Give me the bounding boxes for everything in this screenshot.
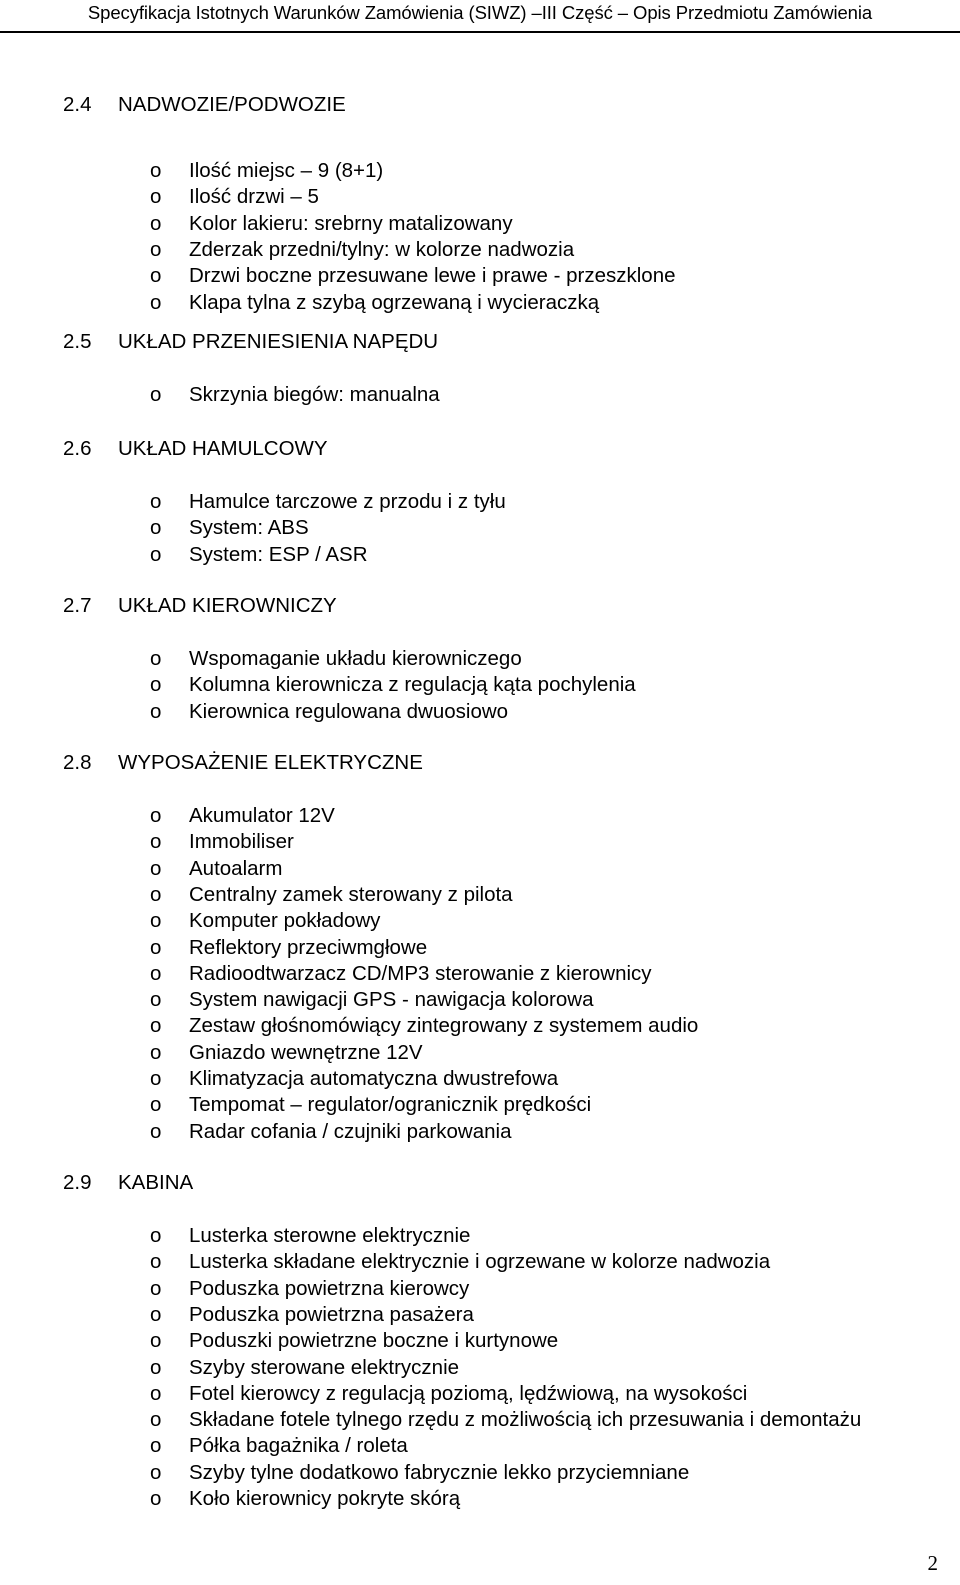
list-item-text: Ilość miejsc – 9 (8+1) — [189, 159, 384, 182]
list-item — [150, 489, 506, 515]
section-number: 2.9 — [63, 1171, 92, 1194]
bullet-marker: o — [150, 1329, 162, 1353]
list-item-text: Kolumna kierownicza z regulacją kąta pochylenia — [189, 673, 636, 697]
section-heading — [63, 1170, 193, 1196]
section-number: 2.8 — [63, 751, 92, 774]
list-item-text: System: ESP / ASR — [189, 542, 368, 566]
bullet-marker: o — [150, 856, 162, 880]
list-item-text: Autoalarm — [189, 856, 283, 880]
section-heading — [63, 750, 423, 776]
list-item-text: Immobiliser — [189, 830, 294, 854]
list-item-text: Klapa tylna z szybą ogrzewaną i wycieraczką — [189, 290, 600, 314]
list-item-text: Poduszka powietrzna pasażera — [189, 1302, 474, 1326]
section-title: WYPOSAŻENIE ELEKTRYCZNE — [118, 751, 423, 774]
bullet-marker: o — [150, 1119, 162, 1143]
list-item — [150, 263, 676, 289]
section-heading — [63, 329, 438, 355]
section-title: NADWOZIE/PODWOZIE — [118, 93, 346, 116]
bullet-marker: o — [150, 673, 162, 697]
list-item — [150, 184, 319, 210]
bullet-marker: o — [150, 1067, 162, 1090]
list-item — [150, 1092, 591, 1118]
list-item-text: Fotel kierowcy z regulacją poziomą, lędźwiową, na wysokości — [189, 1381, 748, 1405]
list-item — [150, 211, 513, 237]
list-item — [150, 1040, 423, 1066]
list-item-text: Poduszki powietrzne boczne i kurtynowe — [189, 1329, 559, 1353]
running-header-title: Specyfikacja Istotnych Warunków Zamówienia (SIWZ) –III Część – Opis Przedmiotu Zamówienia — [87, 2, 873, 23]
page-number: 2 — [927, 1551, 938, 1575]
bullet-marker: o — [150, 1040, 162, 1064]
list-item — [150, 158, 383, 184]
section-title: KABINA — [118, 1171, 194, 1194]
running-header — [0, 0, 960, 33]
list-item-text: Koło kierownicy pokryte skórą — [189, 1487, 461, 1510]
list-item — [150, 908, 380, 934]
list-item-text: Akumulator 12V — [189, 804, 335, 827]
list-item-text: System nawigacji GPS - nawigacja kolorowa — [189, 988, 594, 1012]
list-item — [150, 1433, 408, 1459]
list-item — [150, 935, 427, 961]
list-item-text: Zestaw głośnomówiący zintegrowany z systemem audio — [189, 1014, 699, 1038]
list-item-text: Zderzak przedni/tylny: w kolorze nadwozia — [189, 237, 575, 261]
bullet-marker: o — [150, 909, 162, 933]
list-item-text: Drzwi boczne przesuwane lewe i prawe - przeszklone — [189, 264, 676, 288]
list-item-text: Ilość drzwi – 5 — [189, 185, 319, 209]
bullet-marker: o — [150, 1276, 162, 1300]
section-number: 2.4 — [63, 93, 92, 116]
bullet-marker: o — [150, 542, 162, 566]
list-item — [150, 856, 282, 882]
bullet-marker: o — [150, 988, 162, 1012]
list-item — [150, 987, 593, 1013]
list-item — [150, 1355, 459, 1381]
list-item-text: Tempomat – regulator/ogranicznik prędkości — [189, 1093, 592, 1117]
list-item-text: System: ABS — [189, 516, 309, 540]
list-item — [150, 1013, 698, 1039]
bullet-marker: o — [150, 1434, 162, 1458]
list-item-text: Kierownica regulowana dwuosiowo — [189, 699, 509, 723]
section-number: 2.6 — [63, 437, 92, 460]
list-item — [150, 882, 513, 908]
list-item-text: Poduszka powietrzna kierowcy — [189, 1276, 470, 1300]
bullet-marker: o — [150, 211, 162, 235]
bullet-marker: o — [150, 237, 162, 261]
list-item — [150, 1249, 770, 1275]
bullet-marker: o — [150, 1224, 162, 1247]
list-item-text: Radioodtwarzacz CD/MP3 sterowanie z kierownicy — [189, 961, 652, 985]
list-item — [150, 1460, 689, 1486]
bullet-marker: o — [150, 699, 162, 723]
bullet-marker: o — [150, 1487, 162, 1510]
list-item — [150, 1381, 747, 1407]
bullet-marker: o — [150, 1460, 162, 1484]
list-item — [150, 1223, 470, 1249]
list-item — [150, 829, 294, 855]
list-item — [150, 699, 508, 725]
list-item-text: Składane fotele tylnego rzędu z możliwością ich przesuwania i demontażu — [189, 1408, 862, 1432]
bullet-marker: o — [150, 1302, 162, 1326]
list-item-text: Centralny zamek sterowany z pilota — [189, 882, 513, 906]
bullet-marker: o — [150, 383, 162, 406]
bullet-marker: o — [150, 1408, 162, 1432]
list-item — [150, 1276, 469, 1302]
list-item — [150, 803, 335, 829]
section-title: UKŁAD KIEROWNICZY — [118, 594, 337, 617]
list-item — [150, 672, 636, 698]
bullet-marker: o — [150, 647, 162, 670]
list-item-text: Kolor lakieru: srebrny matalizowany — [189, 211, 513, 235]
bullet-marker: o — [150, 159, 162, 182]
section-title: UKŁAD HAMULCOWY — [118, 437, 328, 460]
section-heading — [63, 92, 346, 118]
list-item — [150, 382, 440, 408]
list-item — [150, 1119, 511, 1145]
list-item — [150, 1066, 558, 1092]
list-item — [150, 1302, 474, 1328]
section-heading — [63, 593, 337, 619]
list-item-text: Hamulce tarczowe z przodu i z tyłu — [189, 490, 506, 513]
list-item — [150, 646, 522, 672]
list-item — [150, 1328, 558, 1354]
list-item — [150, 542, 368, 568]
bullet-marker: o — [150, 1355, 162, 1379]
list-item-text: Szyby tylne dodatkowo fabrycznie lekko przyciemniane — [189, 1460, 690, 1484]
bullet-marker: o — [150, 1381, 162, 1405]
section-title: UKŁAD PRZENIESIENIA NAPĘDU — [118, 330, 439, 353]
bullet-marker: o — [150, 882, 162, 906]
bullet-marker: o — [150, 290, 162, 314]
bullet-marker: o — [150, 961, 162, 985]
list-item — [150, 1407, 861, 1433]
list-item-text: Gniazdo wewnętrzne 12V — [189, 1040, 423, 1064]
list-item-text: Lusterka składane elektrycznie i ogrzewane w kolorze nadwozia — [189, 1250, 771, 1274]
section-heading — [63, 436, 328, 462]
list-item — [150, 290, 599, 316]
list-item-text: Lusterka sterowne elektrycznie — [189, 1224, 471, 1247]
list-item-text: Wspomaganie układu kierowniczego — [189, 647, 522, 670]
list-item-text: Komputer pokładowy — [189, 909, 381, 933]
bullet-marker: o — [150, 1093, 162, 1117]
bullet-marker: o — [150, 935, 162, 959]
list-item — [150, 1486, 460, 1512]
bullet-marker: o — [150, 185, 162, 209]
bullet-marker: o — [150, 490, 162, 513]
list-item-text: Klimatyzacja automatyczna dwustrefowa — [189, 1067, 559, 1090]
section-number: 2.5 — [63, 330, 92, 353]
bullet-marker: o — [150, 1014, 162, 1038]
bullet-marker: o — [150, 830, 162, 854]
bullet-marker: o — [150, 804, 162, 827]
bullet-marker: o — [150, 516, 162, 540]
list-item-text: Radar cofania / czujniki parkowania — [189, 1119, 512, 1143]
list-item-text: Skrzynia biegów: manualna — [189, 383, 440, 406]
bullet-marker: o — [150, 264, 162, 288]
section-number: 2.7 — [63, 594, 92, 617]
list-item — [150, 961, 652, 987]
list-item — [150, 515, 309, 541]
bullet-marker: o — [150, 1250, 162, 1274]
list-item-text: Reflektory przeciwmgłowe — [189, 935, 428, 959]
list-item — [150, 237, 574, 263]
list-item-text: Szyby sterowane elektrycznie — [189, 1355, 460, 1379]
list-item-text: Półka bagażnika / roleta — [189, 1434, 408, 1458]
